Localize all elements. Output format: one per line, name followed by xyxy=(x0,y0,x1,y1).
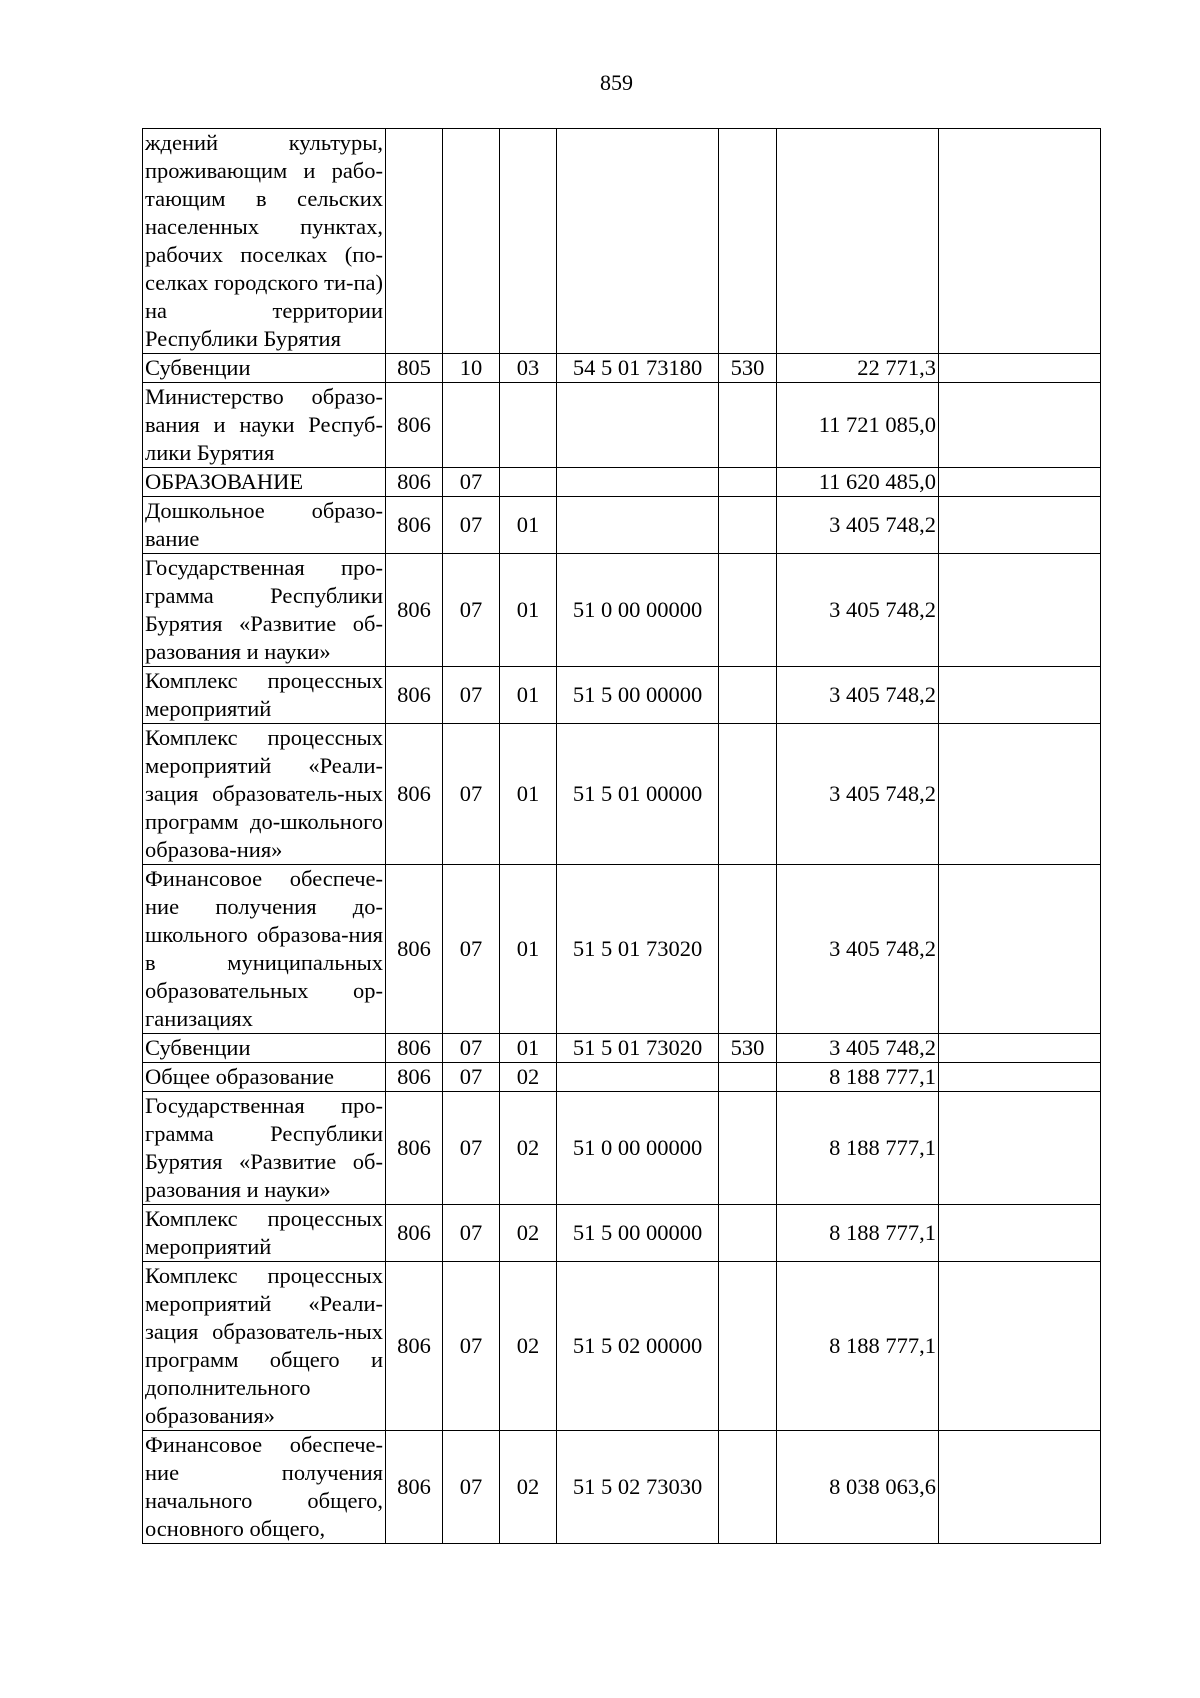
ministry-code-cell: 806 xyxy=(386,1034,443,1063)
table-row xyxy=(143,1431,1101,1544)
amount-cell xyxy=(777,129,939,354)
target-article-cell: 51 5 00 00000 xyxy=(557,667,719,724)
item-name-cell: Комплекс процессных мероприятий xyxy=(143,667,386,724)
page-number: 859 xyxy=(600,70,633,95)
expense-type-cell xyxy=(719,497,777,554)
subsection-code-cell: 01 xyxy=(500,1034,557,1063)
section-code-cell: 07 xyxy=(443,1205,500,1262)
table-row xyxy=(143,1092,1101,1205)
section-code-cell: 07 xyxy=(443,724,500,865)
ministry-code-cell: 806 xyxy=(386,1063,443,1092)
section-code-cell xyxy=(443,383,500,468)
ministry-code-cell: 806 xyxy=(386,468,443,497)
target-article-cell: 51 5 00 00000 xyxy=(557,1205,719,1262)
subsection-code-cell: 01 xyxy=(500,865,557,1034)
budget-table xyxy=(142,128,1101,1544)
expense-type-cell xyxy=(719,1063,777,1092)
table-row xyxy=(143,383,1101,468)
item-name-cell: ждений культуры, проживающим и рабо-тающим в сельских населенных пунктах, рабочих поселках (по-селках городского ти-па) на территории Республики Бурятия xyxy=(143,129,386,354)
amount-cell: 3 405 748,2 xyxy=(777,1034,939,1063)
extra-amount-cell xyxy=(939,554,1101,667)
subsection-code-cell: 02 xyxy=(500,1063,557,1092)
target-article-cell: 51 5 02 00000 xyxy=(557,1262,719,1431)
item-name-cell: Субвенции xyxy=(143,1034,386,1063)
amount-cell: 8 188 777,1 xyxy=(777,1092,939,1205)
section-code-cell: 07 xyxy=(443,1063,500,1092)
subsection-code-cell: 01 xyxy=(500,554,557,667)
subsection-code-cell: 02 xyxy=(500,1431,557,1544)
ministry-code-cell: 806 xyxy=(386,1205,443,1262)
target-article-cell: 51 5 01 00000 xyxy=(557,724,719,865)
table-row xyxy=(143,354,1101,383)
expense-type-cell: 530 xyxy=(719,354,777,383)
extra-amount-cell xyxy=(939,667,1101,724)
section-code-cell: 07 xyxy=(443,1262,500,1431)
amount-cell: 11 721 085,0 xyxy=(777,383,939,468)
item-name-cell: Финансовое обеспече-ние получения до-школьного образова-ния в муниципальных образовательных ор-ганизациях xyxy=(143,865,386,1034)
item-name-cell: Государственная про-грамма Республики Бурятия «Развитие об-разования и науки» xyxy=(143,554,386,667)
section-code-cell: 07 xyxy=(443,1431,500,1544)
section-code-cell: 10 xyxy=(443,354,500,383)
amount-cell: 8 188 777,1 xyxy=(777,1262,939,1431)
target-article-cell: 54 5 01 73180 xyxy=(557,354,719,383)
amount-cell: 3 405 748,2 xyxy=(777,724,939,865)
target-article-cell xyxy=(557,1063,719,1092)
table-row xyxy=(143,554,1101,667)
table-row xyxy=(143,129,1101,354)
ministry-code-cell: 806 xyxy=(386,667,443,724)
extra-amount-cell xyxy=(939,1205,1101,1262)
ministry-code-cell: 806 xyxy=(386,1262,443,1431)
amount-cell: 3 405 748,2 xyxy=(777,865,939,1034)
target-article-cell xyxy=(557,383,719,468)
amount-cell: 8 038 063,6 xyxy=(777,1431,939,1544)
expense-type-cell xyxy=(719,1205,777,1262)
item-name-cell: Субвенции xyxy=(143,354,386,383)
amount-cell: 11 620 485,0 xyxy=(777,468,939,497)
target-article-cell: 51 5 01 73020 xyxy=(557,1034,719,1063)
item-name-cell: ОБРАЗОВАНИЕ xyxy=(143,468,386,497)
extra-amount-cell xyxy=(939,724,1101,865)
subsection-code-cell: 02 xyxy=(500,1205,557,1262)
section-code-cell: 07 xyxy=(443,554,500,667)
extra-amount-cell xyxy=(939,1092,1101,1205)
item-name-cell: Комплекс процессных мероприятий xyxy=(143,1205,386,1262)
extra-amount-cell xyxy=(939,497,1101,554)
expense-type-cell: 530 xyxy=(719,1034,777,1063)
table-row xyxy=(143,724,1101,865)
section-code-cell xyxy=(443,129,500,354)
ministry-code-cell: 806 xyxy=(386,724,443,865)
target-article-cell xyxy=(557,468,719,497)
subsection-code-cell: 01 xyxy=(500,497,557,554)
target-article-cell: 51 0 00 00000 xyxy=(557,554,719,667)
amount-cell: 3 405 748,2 xyxy=(777,667,939,724)
table-row xyxy=(143,1034,1101,1063)
expense-type-cell xyxy=(719,667,777,724)
item-name-cell: Дошкольное образо-вание xyxy=(143,497,386,554)
extra-amount-cell xyxy=(939,468,1101,497)
extra-amount-cell xyxy=(939,1034,1101,1063)
section-code-cell: 07 xyxy=(443,667,500,724)
expense-type-cell xyxy=(719,468,777,497)
item-name-cell: Комплекс процессных мероприятий «Реали-зация образователь-ных программ до-школьного образова-ния» xyxy=(143,724,386,865)
item-name-cell: Финансовое обеспече-ние получения начального общего, основного общего, xyxy=(143,1431,386,1544)
item-name-cell: Комплекс процессных мероприятий «Реали-зация образователь-ных программ общего и дополнительного образования» xyxy=(143,1262,386,1431)
target-article-cell: 51 5 01 73020 xyxy=(557,865,719,1034)
subsection-code-cell: 03 xyxy=(500,354,557,383)
target-article-cell: 51 0 00 00000 xyxy=(557,1092,719,1205)
subsection-code-cell xyxy=(500,383,557,468)
table-row xyxy=(143,1262,1101,1431)
table-row xyxy=(143,667,1101,724)
section-code-cell: 07 xyxy=(443,1034,500,1063)
target-article-cell xyxy=(557,129,719,354)
section-code-cell: 07 xyxy=(443,865,500,1034)
ministry-code-cell: 806 xyxy=(386,1431,443,1544)
ministry-code-cell: 806 xyxy=(386,865,443,1034)
expense-type-cell xyxy=(719,1092,777,1205)
amount-cell: 8 188 777,1 xyxy=(777,1205,939,1262)
expense-type-cell xyxy=(719,554,777,667)
ministry-code-cell xyxy=(386,129,443,354)
table-row xyxy=(143,1205,1101,1262)
table-body xyxy=(143,129,1101,1544)
item-name-cell: Министерство образо-вания и науки Респуб-лики Бурятия xyxy=(143,383,386,468)
expense-type-cell xyxy=(719,383,777,468)
item-name-cell: Общее образование xyxy=(143,1063,386,1092)
table-row xyxy=(143,468,1101,497)
target-article-cell xyxy=(557,497,719,554)
subsection-code-cell xyxy=(500,468,557,497)
ministry-code-cell: 806 xyxy=(386,554,443,667)
extra-amount-cell xyxy=(939,1431,1101,1544)
subsection-code-cell: 01 xyxy=(500,667,557,724)
section-code-cell: 07 xyxy=(443,468,500,497)
subsection-code-cell: 01 xyxy=(500,724,557,865)
extra-amount-cell xyxy=(939,383,1101,468)
expense-type-cell xyxy=(719,129,777,354)
amount-cell: 8 188 777,1 xyxy=(777,1063,939,1092)
subsection-code-cell: 02 xyxy=(500,1262,557,1431)
target-article-cell: 51 5 02 73030 xyxy=(557,1431,719,1544)
extra-amount-cell xyxy=(939,1063,1101,1092)
ministry-code-cell: 806 xyxy=(386,1092,443,1205)
ministry-code-cell: 805 xyxy=(386,354,443,383)
expense-type-cell xyxy=(719,1262,777,1431)
amount-cell: 3 405 748,2 xyxy=(777,554,939,667)
expense-type-cell xyxy=(719,865,777,1034)
amount-cell: 22 771,3 xyxy=(777,354,939,383)
extra-amount-cell xyxy=(939,1262,1101,1431)
subsection-code-cell: 02 xyxy=(500,1092,557,1205)
ministry-code-cell: 806 xyxy=(386,497,443,554)
ministry-code-cell: 806 xyxy=(386,383,443,468)
table-row xyxy=(143,1063,1101,1092)
section-code-cell: 07 xyxy=(443,1092,500,1205)
table-row xyxy=(143,497,1101,554)
extra-amount-cell xyxy=(939,865,1101,1034)
table-row xyxy=(143,865,1101,1034)
extra-amount-cell xyxy=(939,354,1101,383)
expense-type-cell xyxy=(719,724,777,865)
section-code-cell: 07 xyxy=(443,497,500,554)
expense-type-cell xyxy=(719,1431,777,1544)
item-name-cell: Государственная про-грамма Республики Бурятия «Развитие об-разования и науки» xyxy=(143,1092,386,1205)
subsection-code-cell xyxy=(500,129,557,354)
amount-cell: 3 405 748,2 xyxy=(777,497,939,554)
extra-amount-cell xyxy=(939,129,1101,354)
